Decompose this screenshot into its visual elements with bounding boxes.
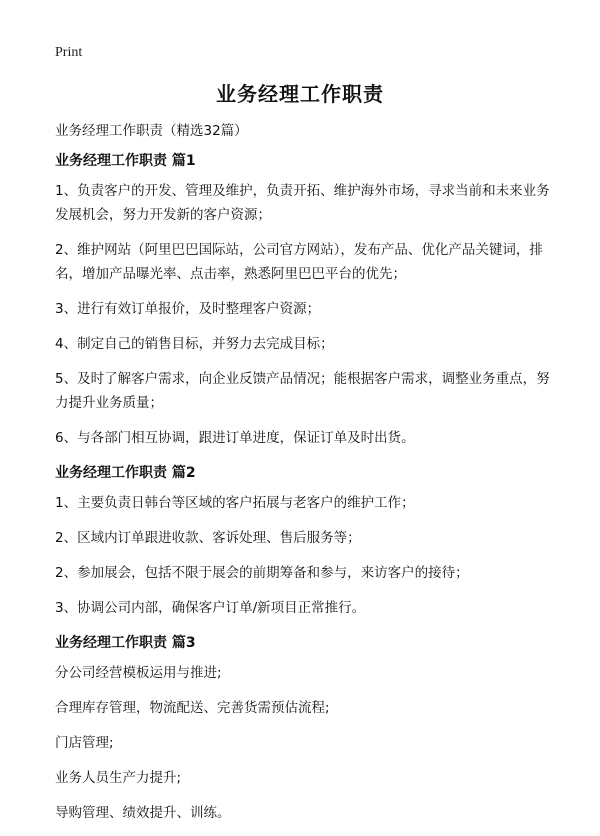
paragraph: 4、制定自己的销售目标，并努力去完成目标；	[55, 336, 334, 352]
section-heading: 业务经理工作职责 篇2	[55, 465, 196, 481]
paragraph: 2、区域内订单跟进收款、客诉处理、售后服务等；	[55, 530, 361, 546]
section-3	[55, 631, 555, 825]
section-heading: 业务经理工作职责 篇1	[55, 153, 196, 169]
paragraph: 业务人员生产力提升;	[55, 770, 182, 786]
paragraph: 分公司经营模板运用与推进;	[55, 665, 222, 681]
paragraph: 2、参加展会，包括不限于展会的前期筹备和参与，来访客户的接待；	[55, 565, 469, 581]
paragraph: 导购管理、绩效提升、训练。	[55, 805, 231, 821]
page-title: 业务经理工作职责	[216, 82, 384, 106]
section-heading: 业务经理工作职责 篇3	[55, 635, 196, 651]
paragraph: 1、主要负责日韩台等区域的客户拓展与老客户的维护工作；	[55, 495, 415, 511]
section-1	[55, 149, 555, 450]
paragraph: 3、协调公司内部，确保客户订单/新项目正常推行。	[55, 600, 366, 616]
print-link[interactable]: Print	[55, 45, 83, 60]
document-subtitle: 业务经理工作职责（精选32篇）	[55, 123, 248, 139]
paragraph: 3、进行有效订单报价，及时整理客户资源；	[55, 301, 321, 317]
paragraph: 合理库存管理，物流配送、完善货需预估流程;	[55, 700, 330, 716]
paragraph: 6、与各部门相互协调，跟进订单进度，保证订单及时出货。	[55, 430, 415, 446]
paragraph: 2、维护网站（阿里巴巴国际站，公司官方网站），发布产品、优化产品关键词，排名，增加产品曝光率、点击率，熟悉阿里巴巴平台的优先；	[55, 242, 543, 282]
paragraph: 门店管理;	[55, 735, 114, 751]
paragraph: 1、负责客户的开发、管理及维护，负责开拓、维护海外市场，寻求当前和未来业务发展机会，努力开发新的客户资源；	[55, 183, 550, 223]
document-body	[55, 119, 555, 836]
section-2	[55, 461, 555, 620]
paragraph: 5、及时了解客户需求，向企业反馈产品情况；能根据客户需求，调整业务重点，努力提升业务质量；	[55, 371, 550, 411]
